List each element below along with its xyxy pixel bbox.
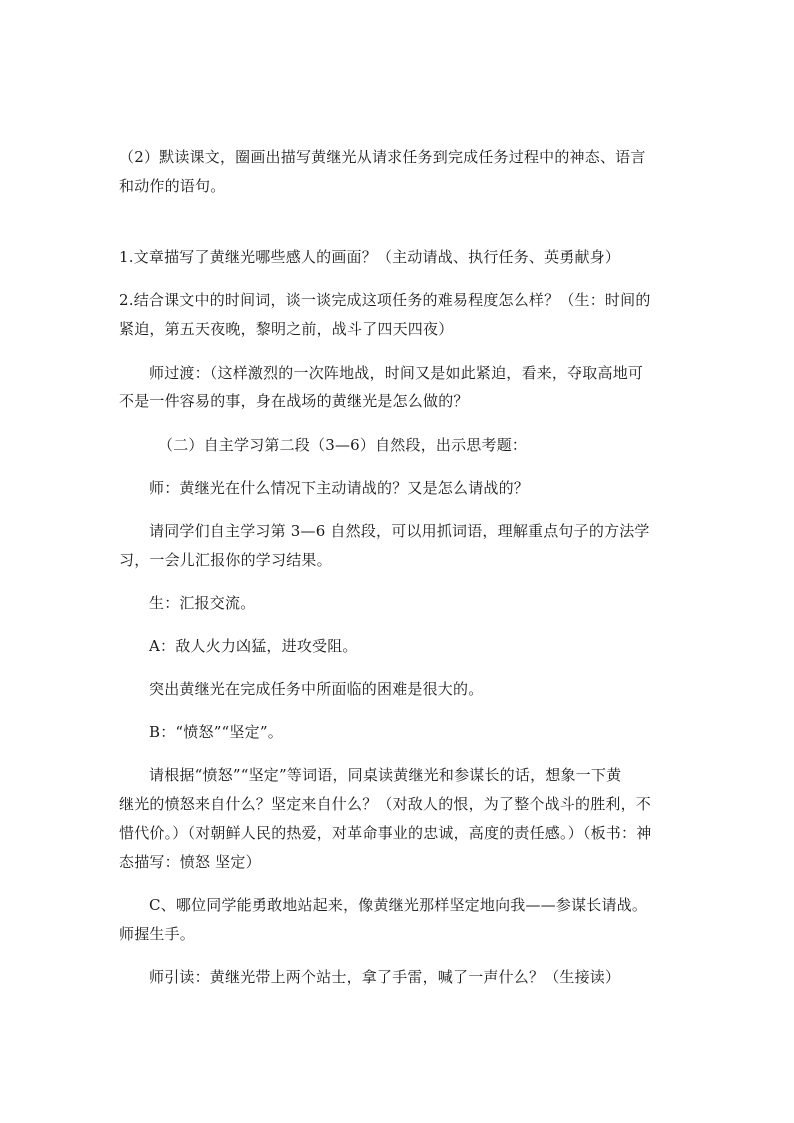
paragraph-line: 不是一件容易的事，身在战场的黄继光是怎么做的？ <box>119 392 469 410</box>
paragraph-line: （2）默读课文，圈画出描写黄继光从请求任务到完成任务过程中的神态、语言 <box>119 148 646 166</box>
question-2-line: 紧迫，第五天夜晚，黎明之前，战斗了四天四夜） <box>119 320 454 338</box>
paragraph-line: 师：黄继光在什么情况下主动请战的？又是怎么请战的？ <box>149 479 530 497</box>
question-1: 1.文章描写了黄继光哪些感人的画面？（主动请战、执行任务、英勇献身） <box>119 248 621 266</box>
paragraph-line: 态描写：愤怒 坚定） <box>119 853 261 871</box>
paragraph-line: 突出黄继光在完成任务中所面临的困难是很大的。 <box>149 680 484 698</box>
paragraph-line: 习，一会儿汇报你的学习结果。 <box>119 551 332 569</box>
paragraph-line: 请根据“愤怒”“坚定”等词语，同桌读黄继光和参谋长的话，想象一下黄 <box>149 766 622 784</box>
paragraph-line: 师过渡：（这样激烈的一次阵地战，时间又是如此紧迫，看来，夺取高地可 <box>149 364 644 382</box>
section-heading: （二）自主学习第二段（3—6）自然段，出示思考题： <box>158 436 528 454</box>
paragraph-line: 继光的愤怒来自什么？坚定来自什么？（对敌人的恨，为了整个战斗的胜利，不 <box>119 795 652 813</box>
paragraph-line: 师引读：黄继光带上两个站士，拿了手雷，喊了一声什么？（生接读） <box>149 968 621 986</box>
paragraph-line: 惜代价。）（对朝鲜人民的热爱，对革命事业的忠诚，高度的责任感。）（板书：神 <box>119 824 652 842</box>
paragraph-line: 师握生手。 <box>119 925 196 943</box>
paragraph-line: C、哪位同学能勇敢地站起来，像黄继光那样坚定地向我——参谋长请战。 <box>149 896 648 914</box>
paragraph-line: B：“愤怒”“坚定”。 <box>149 723 283 741</box>
question-2-line: 2.结合课文中的时间词，谈一谈完成这项任务的难易程度怎么样？（生：时间的 <box>119 291 651 309</box>
paragraph-line: 生：汇报交流。 <box>149 594 256 612</box>
paragraph-line: 请同学们自主学习第 3—6 自然段，可以用抓词语，理解重点句子的方法学 <box>149 522 650 540</box>
paragraph-line: A：敌人火力凶猛，进攻受阻。 <box>149 637 358 655</box>
paragraph-line: 和动作的语句。 <box>119 177 226 195</box>
